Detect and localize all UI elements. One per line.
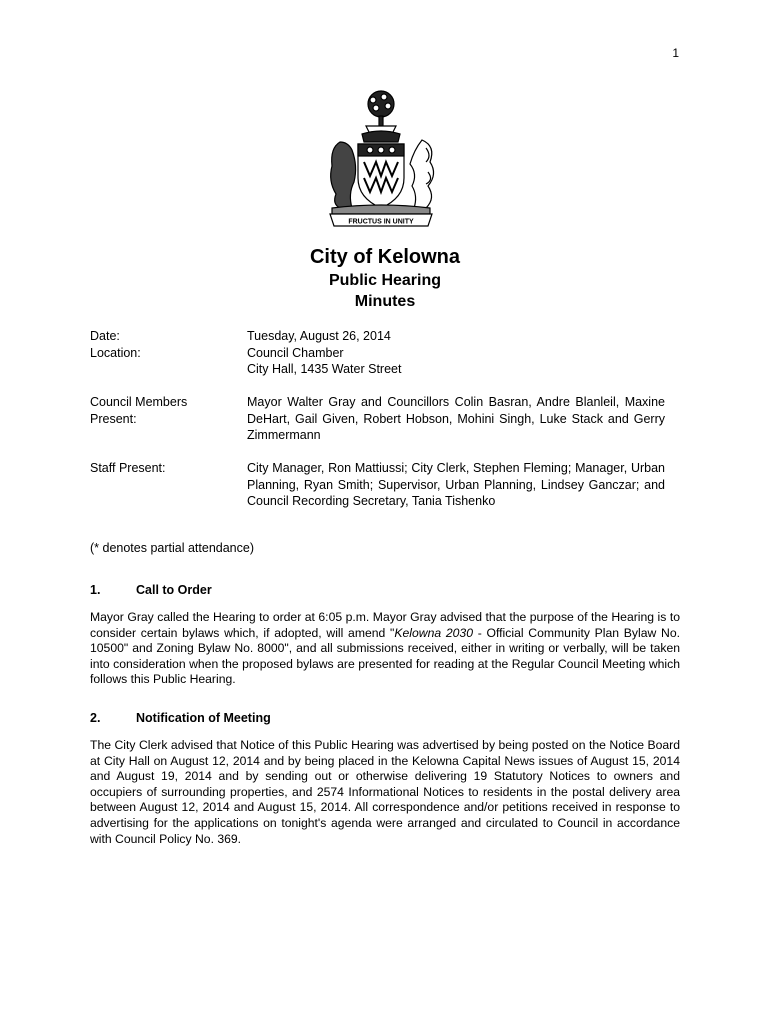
staff-present-block <box>90 460 670 526</box>
section-2-title: Notification of Meeting <box>136 711 271 725</box>
staff-present-value: City Manager, Ron Mattiussi; City Clerk, Stephen Fleming; Manager, Urban Planning, Ryan Smith; Supervisor, Urban Planning, Lindsey Ganczar; and Council Recording Secretary, Tania Tishenko <box>247 461 665 508</box>
section-2-paragraph: The City Clerk advised that Notice of this Public Hearing was advertised by being posted on the Notice Board at City Hall on August 12, 2014 and by being placed in the Kelowna Capital News issues of August 15, 2014 and August 19, 2014 and by sending out or otherwise delivering 19 Statutory Notices to owners and occupiers of surrounding properties, and 2574 Informational Notices to residents in the postal delivery area between August 12, 2014 and August 15, 2014. All correspondence and/or petitions received in response to advertising for the applications on tonight's agenda were arranged and circulated to Council in accordance with Council Policy No. 369. <box>90 738 680 846</box>
council-members-block <box>90 394 670 444</box>
location-value-1: Council Chamber <box>247 345 344 360</box>
council-label-1: Council Members <box>90 395 188 409</box>
section-1-text-italic: Kelowna 2030 <box>394 625 473 640</box>
partial-attendance-note: (* denotes partial attendance) <box>90 541 254 555</box>
location-value-2: City Hall, 1435 Water Street <box>247 362 402 376</box>
crest-motto: FRUCTUS IN UNITY <box>348 218 414 226</box>
title-main: City of Kelowna <box>309 246 460 268</box>
date-label: Date: <box>90 329 120 343</box>
location-label: Location: <box>90 345 141 360</box>
section-1-text-after: - Official Community Plan Bylaw No. 10500" and Zoning Bylaw No. 8000", and all submissions received, either in writing or verbally, will be taken into consideration when the proposed bylaws are presented for reading at the Regular Council Meeting which follows this Public Hearing. <box>90 625 680 687</box>
date-value: Tuesday, August 26, 2014 <box>247 329 391 343</box>
date-location-block <box>90 328 670 378</box>
section-1-number: 1. <box>90 583 101 597</box>
council-label-2: Present: <box>90 411 137 426</box>
section-1-paragraph <box>90 610 680 688</box>
staff-label: Staff Present: <box>90 461 166 475</box>
section-2-number: 2. <box>90 711 101 725</box>
section-2-heading <box>90 711 271 725</box>
city-coat-of-arms-icon <box>318 86 444 228</box>
document-title <box>0 244 770 312</box>
title-line2: Public Hearing <box>328 272 442 289</box>
section-1-title: Call to Order <box>136 583 212 597</box>
title-line3: Minutes <box>354 293 416 310</box>
section-1-heading <box>90 583 212 597</box>
council-members-value: Mayor Walter Gray and Councillors Colin Basran, Andre Blanleil, Maxine DeHart, Gail Given, Robert Hobson, Mohini Singh, Luke Stack and Gerry Zimmermann <box>247 395 665 442</box>
section-1-text-before: Mayor Gray called the Hearing to order at 6:05 p.m. Mayor Gray advised that the purpose of the Hearing is to consider certain bylaws which, if adopted, will amend " <box>90 610 680 640</box>
page-number: 1 <box>672 46 679 60</box>
